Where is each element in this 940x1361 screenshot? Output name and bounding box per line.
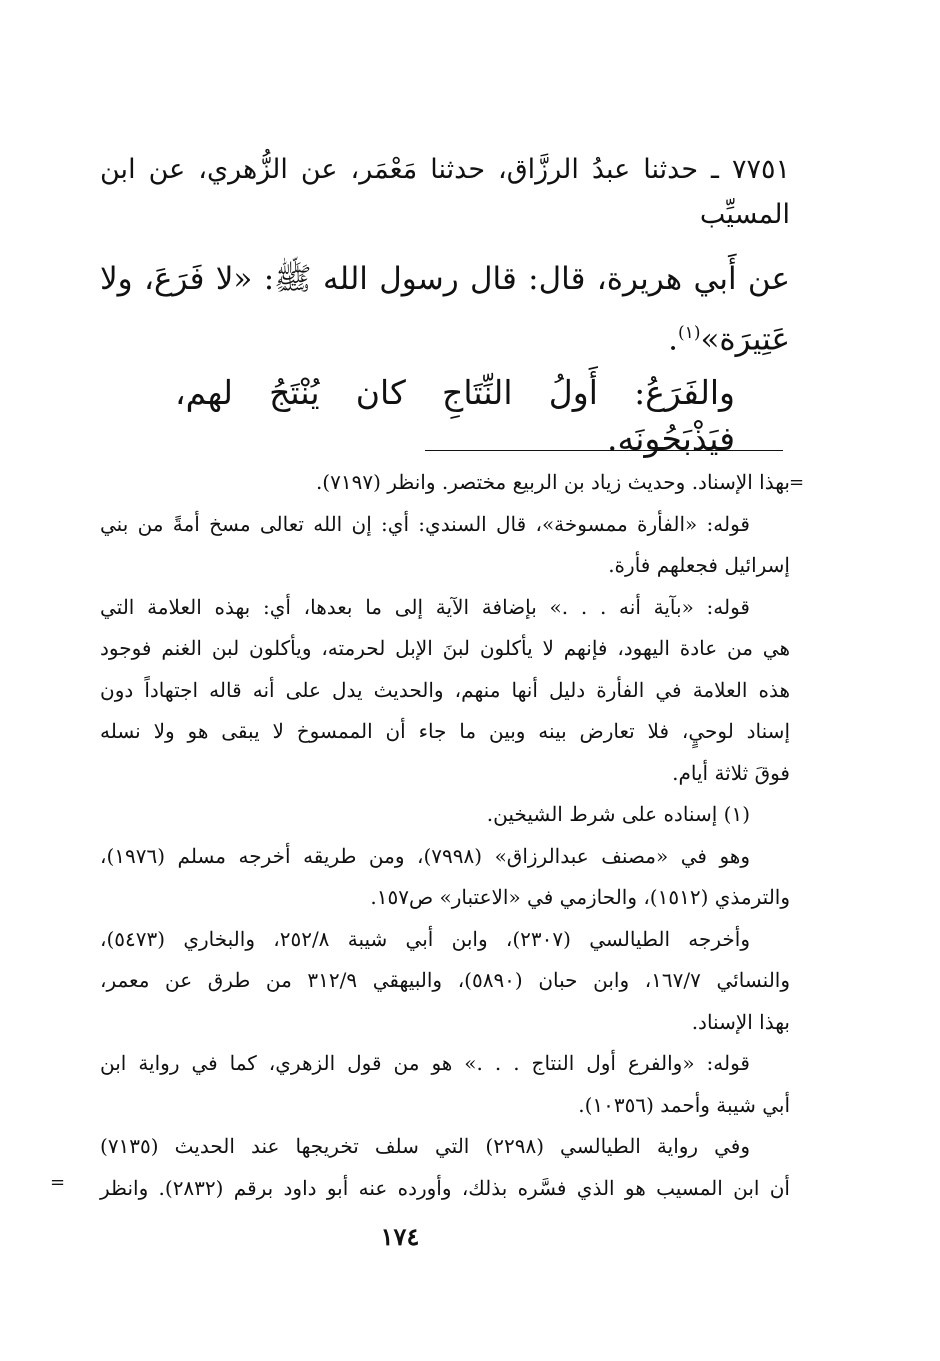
hadith-line-4-text: عَتِيرَة» bbox=[700, 321, 790, 358]
footnote-line: فوقَ ثلاثة أيام. bbox=[672, 760, 790, 785]
footnote-line: قوله: «والفرع أول النتاج . . .» هو من قول الزهري، كما في رواية ابن bbox=[100, 1051, 750, 1075]
footnote-line: والنسائي ١٦٧/٧، وابن حبان (٥٨٩٠)، والبيهقي ٣١٢/٩ من طرق عن معمر، bbox=[100, 968, 791, 992]
footnote-ref: (١) bbox=[678, 323, 701, 343]
hadith-text-line-5 bbox=[175, 370, 735, 458]
hadith-line-3: عن أَبي هريرة، قال: قال رسول الله ﷺ: «لا فَرَعَ، ولا bbox=[100, 261, 790, 297]
footnote-line: وهو في «مصنف عبدالرزاق» (٧٩٩٨)، ومن طريقه أخرجه مسلم (١٩٧٦)، bbox=[100, 843, 750, 868]
hadith-line-4 bbox=[100, 310, 790, 356]
footnote-line: بهذا الإسناد. وحديث زياد بن الربيع مختصر. وانظر (٧١٩٧). bbox=[315, 470, 790, 494]
hadith-line-5: والفَرَعُ: أَولُ النِّتَاجِ كان يُنْتَجُ لهم، فيَذْبَحُونَه. bbox=[175, 373, 735, 458]
hadith-line-2: المسيِّب bbox=[699, 199, 790, 230]
footnote-line: والترمذي (١٥١٢)، والحازمي في «الاعتبار» ص١٥٧. bbox=[370, 885, 790, 909]
footnote-line: إسرائيل فجعلهم فأرة. bbox=[608, 553, 790, 577]
footnote-line: (١) إسناده على شرط الشيخين. bbox=[486, 802, 750, 826]
footnote-separator bbox=[425, 450, 783, 451]
continuation-mark-top: = bbox=[789, 472, 805, 493]
hadith-text bbox=[100, 150, 790, 190]
hadith-text-line-3 bbox=[100, 256, 790, 302]
page-number: ١٧٤ bbox=[380, 1222, 420, 1251]
footnote-line: قوله: «الفأرة ممسوخة»، قال السندي: أي: إن الله تعالى مسخ أمةً من بني bbox=[100, 511, 750, 536]
footnote-line: قوله: «بآية أنه . . .» بإضافة الآية إلى ما بعدها، أي: بهذه العلامة التي bbox=[100, 594, 750, 619]
footnote-line: وفي رواية الطيالسي (٢٢٩٨) التي سلف تخريجها عند الحديث (٧١٣٥) bbox=[100, 1134, 751, 1158]
footnote-line: وأخرجه الطيالسي (٢٣٠٧)، وابن أبي شيبة ٢٥٢/٨، والبخاري (٥٤٧٣)، bbox=[100, 926, 750, 951]
hadith-text-line-2 bbox=[100, 195, 790, 235]
hadith-line-1: ٧٧٥١ ـ حدثنا عبدُ الرزَّاق، حدثنا مَعْمَر، عن الزُّهري، عن ابن bbox=[100, 154, 790, 185]
footnote-line: أبي شيبة وأحمد (١٠٣٥٦). bbox=[578, 1092, 790, 1117]
continuation-mark-bottom: = bbox=[50, 1172, 66, 1193]
footnote-line: بهذا الإسناد. bbox=[691, 1009, 790, 1034]
footnote-line: هذه العلامة في الفأرة دليل أنها منهم، والحديث يدل على أنه قاله اجتهاداً دون bbox=[100, 677, 790, 702]
footnote-line: هي من عادة اليهود، فإنهم لا يأكلون لبنَ الإبل لحرمته، ويأكلون لبن الغنم فوجود bbox=[100, 636, 790, 660]
footnotes bbox=[100, 462, 790, 1209]
hadith-line-4-end: . bbox=[668, 321, 678, 358]
footnote-line: إسناد لوحيٍ، فلا تعارض بينه وبين ما جاء أن الممسوخ لا يبقى هو ولا نسله bbox=[100, 719, 790, 743]
hadith-text-line-4 bbox=[100, 310, 790, 356]
footnote-line: أن ابن المسيب هو الذي فسَّره بذلك، وأورده عنه أبو داود برقم (٢٨٣٢). وانظر bbox=[100, 1175, 790, 1200]
